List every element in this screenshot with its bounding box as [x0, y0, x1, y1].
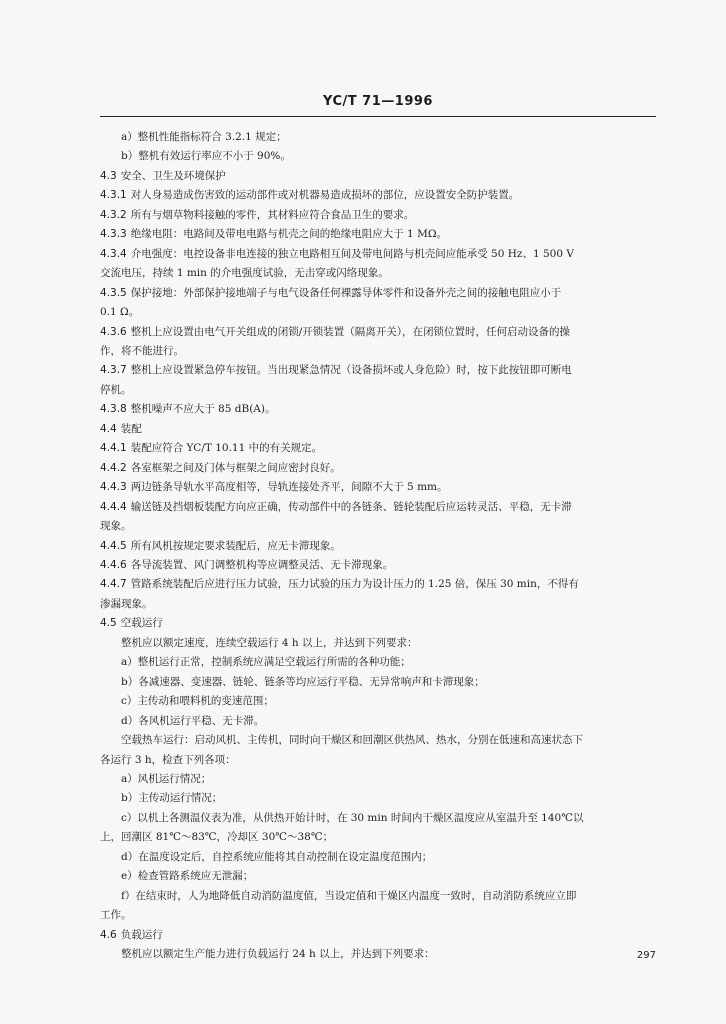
text-line: 上，回潮区 81℃～83℃，冷却区 30℃～38℃；: [100, 831, 334, 844]
text-line: d）在温度设定后，自控系统应能将其自动控制在设定温度范围内；: [121, 850, 433, 863]
text-line: 停机。: [100, 383, 132, 396]
text-line: 4.3.3 绝缘电阻：电路间及带电电路与机壳之间的绝缘电阻应大于 1 MΩ。: [100, 228, 448, 241]
text-line: c）主传动和喂料机的变速范围；: [121, 695, 274, 708]
text-line: 4.3.7 整机上应设置紧急停车按钮。当出现紧急情况（设备损坏或人身危险）时，按下此按钮即可断电: [100, 364, 572, 377]
text-line: 4.4.5 所有风机按规定要求装配后，应无卡滞现象。: [100, 539, 341, 552]
text-line: b）整机有效运行率应不小于 90%。: [121, 150, 291, 163]
text-line: 4.3.6 整机上应设置由电气开关组成的闭锁/开锁装置（隔离开关），在闭锁位置时，任何启动设备的操: [100, 325, 571, 338]
page-number: 297: [636, 950, 656, 961]
text-line: 现象。: [100, 520, 132, 533]
text-line: a）整机性能指标符合 3.2.1 规定；: [121, 131, 287, 143]
text-line: 4.6 负载运行: [100, 928, 163, 941]
text-line: 4.5 空载运行: [100, 617, 163, 630]
text-line: 交流电压，持续 1 min 的介电强度试验，无击穿或闪络现象。: [100, 267, 389, 280]
text-line: 整机应以额定速度，连续空载运行 4 h 以上，并达到下列要求：: [121, 636, 418, 649]
text-line: d）各风机运行平稳、无卡滞。: [121, 714, 265, 727]
text-line: e）检查管路系统应无泄漏；: [121, 870, 254, 883]
text-line: 4.3.4 介电强度：电控设备非电连接的独立电路相互间及带电间路与机壳间应能承受 50 Hz、1 500 V: [100, 247, 574, 260]
text-line: 作，将不能进行。: [100, 344, 184, 357]
header-rule: [100, 116, 656, 117]
text-line: f）在结束时，人为地降低自动消防温度值，当设定值和干燥区内温度一致时，自动消防系统应立即: [121, 889, 577, 902]
text-line: a）风机运行情况；: [121, 772, 212, 785]
text-line: 整机应以额定生产能力进行负载运行 24 h 以上，并达到下列要求：: [121, 948, 435, 961]
page-header: YC/T 71—1996: [323, 94, 433, 109]
text-line: 4.3.2 所有与烟草物料接触的零件，其材料应符合食品卫生的要求。: [100, 208, 415, 221]
text-line: b）各减速器、变速器、链轮、链条等均应运行平稳、无异常响声和卡滞现象；: [121, 675, 485, 688]
text-line: c）以机上各测温仪表为准，从供热开始计时，在 30 min 时间内干燥区温度应从室温升至 140℃以: [121, 811, 584, 824]
text-line: a）整机运行正常，控制系统应满足空载运行所需的各种功能；: [121, 656, 411, 669]
text-line: 4.4.1 装配应符合 YC/T 10.11 中的有关规定。: [100, 442, 323, 455]
text-line: 0.1 Ω。: [100, 306, 140, 319]
text-line: 4.4.7 管路系统装配后应进行压力试验，压力试验的压力为设计压力的 1.25 倍，保压 30 min，不得有: [100, 578, 579, 591]
text-line: 渗漏现象。: [100, 597, 153, 610]
document-body: [100, 128, 656, 964]
text-line: 4.4 装配: [100, 422, 142, 435]
text-line: 各运行 3 h，检查下列各项：: [100, 753, 236, 766]
text-line: 4.3.1 对人身易造成伤害致的运动部件或对机器易造成损坏的部位，应设置安全防护装置。: [100, 189, 520, 202]
text-line: 4.4.4 输送链及挡烟板装配方向应正确，传动部件中的各链条、链轮装配后应运转灵活、平稳，无卡滞: [100, 500, 572, 513]
text-line: b）主传动运行情况；: [121, 792, 223, 805]
text-line: 4.4.2 各室框架之间及门体与框架之间应密封良好。: [100, 461, 341, 474]
text-line: 空载热车运行：启动风机、主传机，同时向干燥区和回潮区供热风、热水，分别在低速和高速状态下: [121, 734, 583, 747]
text-line: 工作。: [100, 909, 132, 922]
text-line: 4.3 安全、卫生及环境保护: [100, 169, 226, 182]
text-line: 4.3.8 整机噪声不应大于 85 dB(A)。: [100, 403, 276, 416]
text-line: 4.3.5 保护接地：外部保护接地端子与电气设备任何裸露导体零件和设备外壳之间的接触电阻应小于: [100, 286, 562, 299]
text-line: 4.4.6 各导流装置、风门调整机构等应调整灵活、无卡滞现象。: [100, 558, 394, 571]
text-line: 4.4.3 两边链条导轨水平高度相等，导轨连接处齐平，间隙不大于 5 mm。: [100, 481, 448, 494]
